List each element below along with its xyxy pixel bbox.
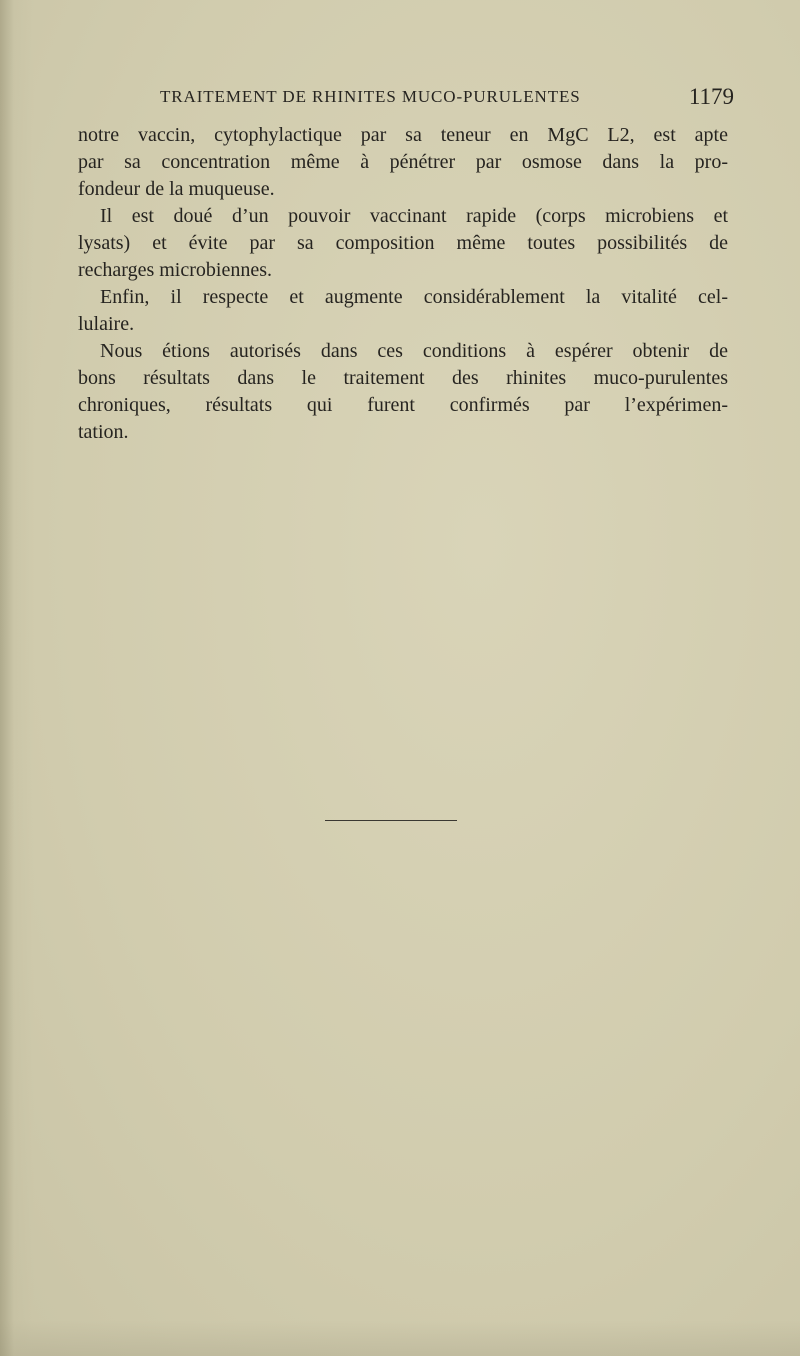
text-line: par sa concentration même à pénétrer par osmose dans la pro- — [78, 151, 728, 173]
text-line: lysats) et évite par sa composition même toutes possibilités de — [78, 232, 728, 254]
text-line: tation. — [78, 421, 129, 443]
text-line: notre vaccin, cytophylactique par sa teneur en MgC L2, est apte — [78, 124, 728, 146]
end-rule — [325, 820, 457, 821]
text-line: fondeur de la muqueuse. — [78, 178, 275, 200]
running-title: TRAITEMENT DE RHINITES MUCO-PURULENTES — [160, 87, 581, 106]
text-line: Enfin, il respecte et augmente considérablement la vitalité cel- — [100, 286, 728, 308]
text-line: chroniques, résultats qui furent confirmés par l’expérimen- — [78, 394, 728, 416]
page-number: 1179 — [688, 84, 734, 109]
text-line: bons résultats dans le traitement des rhinites muco-purulentes — [78, 367, 728, 389]
page-header — [160, 84, 734, 114]
text-line: Il est doué d’un pouvoir vaccinant rapide (corps microbiens et — [100, 205, 728, 227]
text-line: recharges microbiennes. — [78, 259, 272, 281]
text-line: Nous étions autorisés dans ces conditions à espérer obtenir de — [100, 340, 728, 362]
body-text — [78, 122, 728, 446]
text-line: lulaire. — [78, 313, 135, 335]
